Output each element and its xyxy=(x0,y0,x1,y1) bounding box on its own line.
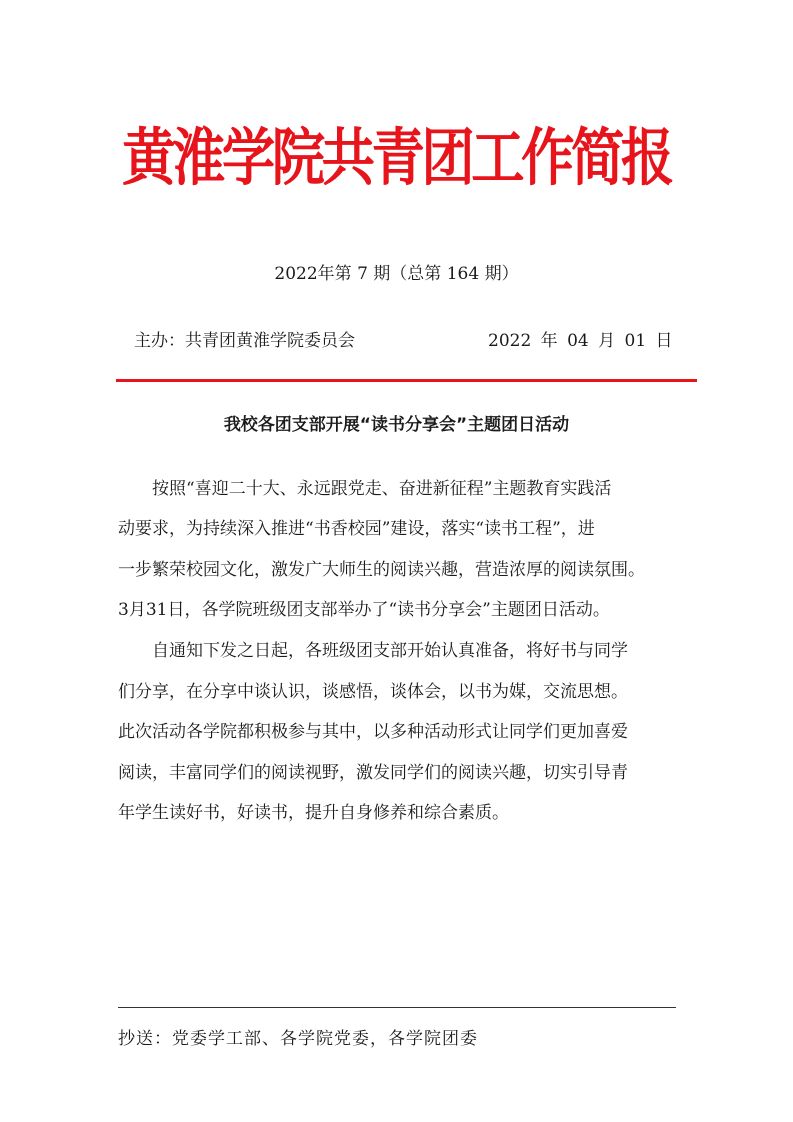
cc-line: 抄送：党委学工部、各学院党委，各学院团委 xyxy=(118,1029,478,1049)
body-line: 们分享，在分享中谈认识，谈感悟，谈体会，以书为媒，交流思想。 xyxy=(118,682,628,702)
footer-divider xyxy=(118,1007,676,1008)
masthead-title: 黄淮学院共青团工作简报 xyxy=(122,121,671,194)
body-line: 按照“喜迎二十大、永远跟党走、奋进新征程”主题教育实践活 xyxy=(152,479,612,499)
body-line: 阅读，丰富同学们的阅读视野，激发同学们的阅读兴趣，切实引导青 xyxy=(118,763,628,783)
body-line: 年学生读好书，好读书，提升自身修养和综合素质。 xyxy=(118,803,509,823)
body-line: 自通知下发之日起，各班级团支部开始认真准备，将好书与同学 xyxy=(152,641,628,661)
article-headline: 我校各团支部开展“读书分享会”主题团日活动 xyxy=(223,415,570,435)
publish-date: 2022 年 04 月 01 日 xyxy=(488,331,673,351)
body-line: 3月31日，各学院班级团支部举办了“读书分享会”主题团日活动。 xyxy=(118,600,610,620)
body-line: 此次活动各学院都积极参与其中，以多种活动形式让同学们更加喜爱 xyxy=(118,722,628,742)
red-divider xyxy=(116,379,697,382)
body-line: 动要求，为持续深入推进“书香校园”建设，落实“读书工程”，进 xyxy=(118,519,595,539)
sponsor-line: 主办：共青团黄淮学院委员会 xyxy=(134,331,355,351)
issue-number: 2022年第 7 期（总第 164 期） xyxy=(274,264,519,284)
body-line: 一步繁荣校园文化，激发广大师生的阅读兴趣，营造浓厚的阅读氛围。 xyxy=(118,560,645,580)
